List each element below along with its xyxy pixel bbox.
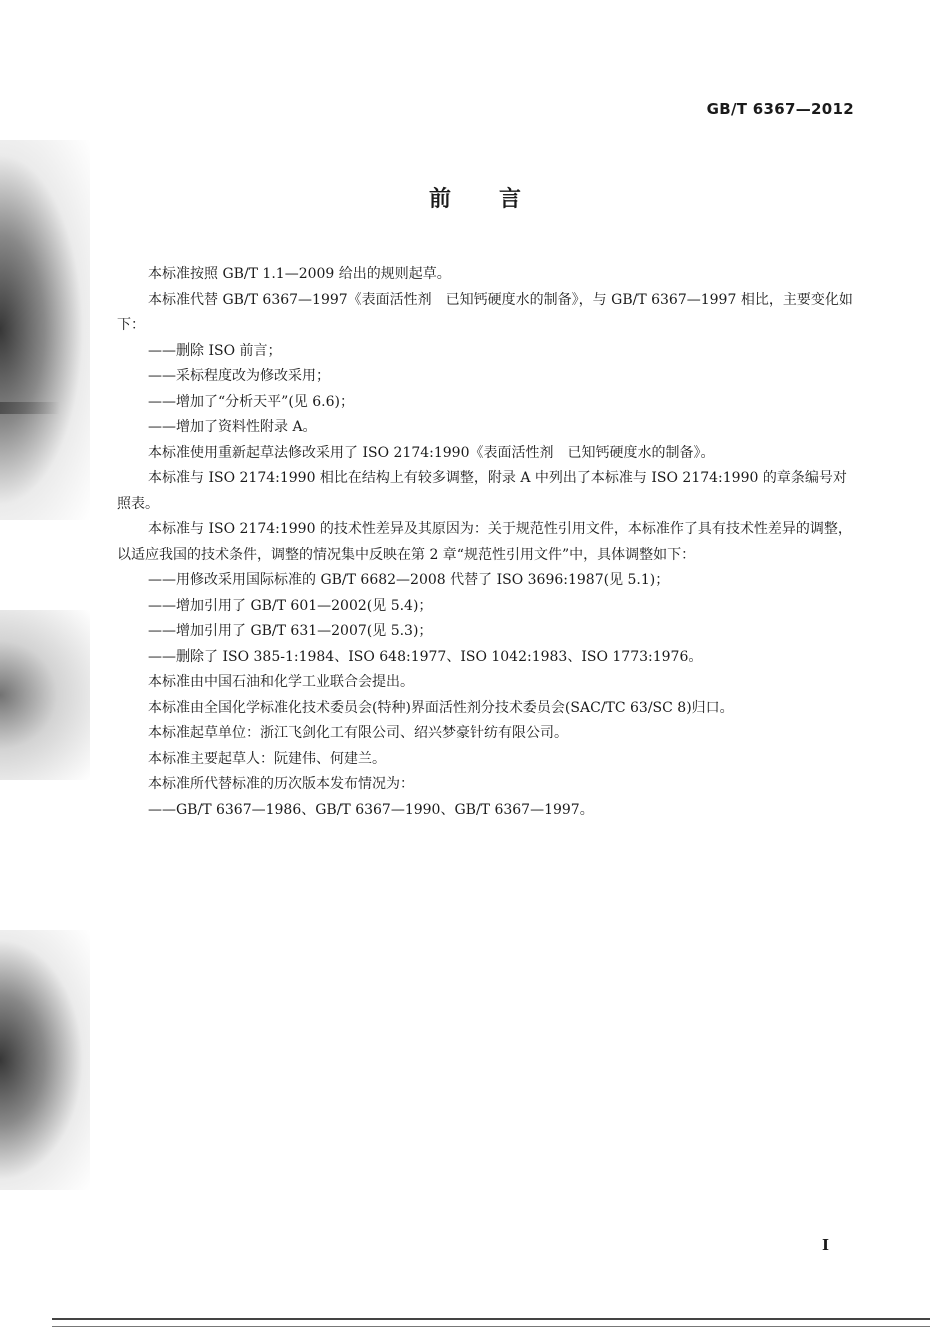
page-title: 前言 bbox=[428, 186, 569, 212]
scan-shadow-bottom bbox=[0, 930, 90, 1190]
scan-shadow-band bbox=[0, 402, 60, 414]
list-item: ——删除了 ISO 385-1:1984、ISO 648:1977、ISO 1042:1983、ISO 1773:1976。 bbox=[148, 648, 703, 665]
paragraph: 本标准所代替标准的历次版本发布情况为： bbox=[148, 776, 414, 792]
list-item: ——增加引用了 GB/T 601—2002(见 5.4)； bbox=[148, 597, 433, 614]
page-number: I bbox=[822, 1236, 830, 1254]
list-item: ——增加引用了 GB/T 631—2007(见 5.3)； bbox=[148, 623, 433, 639]
paragraph: 本标准与 ISO 2174:1990 相比在结构上有较多调整，附录 A 中列出了本标准与 ISO 2174:1990 的章条编号对照表。 bbox=[117, 470, 847, 512]
list-item: ——删除 ISO 前言； bbox=[148, 342, 282, 359]
list-item: ——GB/T 6367—1986、GB/T 6367—1990、GB/T 6367—1997。 bbox=[148, 801, 594, 818]
paragraph: 本标准代替 GB/T 6367—1997《表面活性剂 已知钙硬度水的制备》，与 GB/T 6367—1997 相比，主要变化如下： bbox=[117, 291, 853, 333]
foreword-body bbox=[117, 262, 857, 823]
footer-rule bbox=[52, 1318, 930, 1327]
paragraph: 本标准起草单位：浙江飞剑化工有限公司、绍兴梦豪针纺有限公司。 bbox=[148, 725, 568, 741]
scan-shadow-middle bbox=[0, 610, 90, 780]
list-item: ——增加了“分析天平”(见 6.6)； bbox=[148, 393, 354, 410]
paragraph: 本标准由全国化学标准化技术委员会(特种)界面活性剂分技术委员会(SAC/TC 63/SC 8)归口。 bbox=[148, 699, 734, 716]
paragraph: 本标准按照 GB/T 1.1—2009 给出的规则起草。 bbox=[148, 266, 451, 282]
paragraph: 本标准由中国石油和化学工业联合会提出。 bbox=[148, 674, 414, 690]
list-item: ——采标程度改为修改采用； bbox=[148, 368, 330, 384]
paragraph: 本标准主要起草人：阮建伟、何建兰。 bbox=[148, 750, 386, 767]
paragraph: 本标准使用重新起草法修改采用了 ISO 2174:1990《表面活性剂 已知钙硬度水的制备》。 bbox=[148, 444, 715, 461]
standard-code: GB/T 6367—2012 bbox=[706, 100, 854, 118]
paragraph: 本标准与 ISO 2174:1990 的技术性差异及其原因为：关于规范性引用文件，本标准作了具有技术性差异的调整，以适应我国的技术条件，调整的情况集中反映在第 2 章“规范性引用文件”中，具体调整如下： bbox=[117, 521, 852, 563]
list-item: ——增加了资料性附录 A。 bbox=[148, 419, 317, 435]
list-item: ——用修改采用国际标准的 GB/T 6682—2008 代替了 ISO 3696:1987(见 5.1)； bbox=[148, 572, 670, 588]
